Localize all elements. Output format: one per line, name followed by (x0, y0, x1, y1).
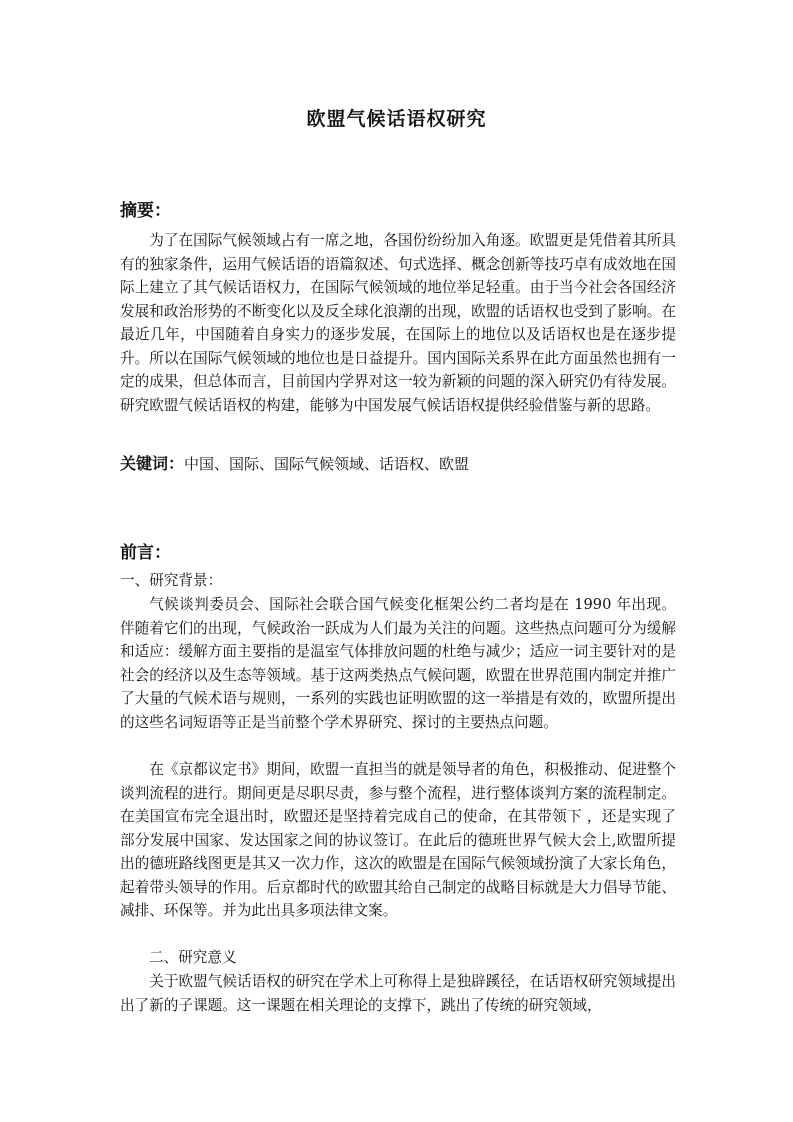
section1-paragraph-2: 在《京都议定书》期间，欧盟一直担当的就是领导者的角色，积极推动、促进整个谈判流程的进行。期间更是尽职尽责，参与整个流程，进行整体谈判方案的流程制定。在美国宣布完全退出时，欧盟还是坚持着完成自己的使命，在其带领下 ，还是实现了部分发展中国家、发达国家之间的协议签订。在此后的德班世界气候大会上,欧盟所提出的德班路线图更是其又一次力作，这次的欧盟是在国际气候领域扮演了大家长角色，起着带头领导的作用。后京都时代的欧盟其给自己制定的战略目标就是大力倡导节能、减排、环保等。并为此出具多项法律文案。 (120, 761, 676, 919)
keywords-label: 关键词： (120, 454, 185, 473)
section2-paragraph-1: 关于欧盟气候话语权的研究在学术上可称得上是独辟蹊径，在话语权研究领域提出出了新的子课题。这一课题在相关理论的支撑下，跳出了传统的研究领域， (120, 973, 676, 1014)
abstract-paragraph: 为了在国际气候领域占有一席之地，各国份纷纷加入角逐。欧盟更是凭借着其所具有的独家条件，运用气候话语的语篇叙述、句式选择、概念创新等技巧卓有成效地在国际上建立了其气候话语权力，在国际气候领域的地位举足轻重。由于当今社会各国经济发展和政治形势的不断变化以及反全球化浪潮的出现，欧盟的话语权也受到了影响。在最近几年，中国随着自身实力的逐步发展，在国际上的地位以及话语权也是在逐步提升。所以在国际气候领域的地位也是日益提升。国内国际关系界在此方面虽然也拥有一定的成果，但总体而言，目前国内学界对这一较为新颖的问题的深入研究仍有待发展。研究欧盟气候话语权的构建，能够为中国发展气候话语权提供经验借鉴与新的思路。 (120, 232, 676, 414)
document-title: 欧盟气候话语权研究 (306, 108, 487, 130)
preface-heading: 前言： (120, 543, 171, 563)
abstract-heading: 摘要： (120, 201, 171, 221)
section1-paragraph-1: 气候谈判委员会、国际社会联合国气候变化框架公约二者均是在 1990 年出现。伴随着它们的出现，气候政治一跃成为人们最为关注的问题。这些热点问题可分为缓解和适应：缓解方面主要指的是温室气体排放问题的杜绝与减少；适应一词主要针对的是社会的经济以及生态等领域。基于这两类热点气候问题，欧盟在世界范围内制定并推广了大量的气候术语与规则，一系列的实践也证明欧盟的这一举措是有效的，欧盟所提出的这些名词短语等正是当前整个学术界研究、探讨的主要热点问题。 (120, 596, 676, 731)
section1-heading: 一、研究背景： (120, 572, 223, 589)
keywords-text: 中国、国际、国际气候领域、话语权、欧盟 (184, 455, 470, 473)
keywords-line (120, 452, 680, 476)
section2-heading: 二、研究意义 (149, 949, 237, 966)
